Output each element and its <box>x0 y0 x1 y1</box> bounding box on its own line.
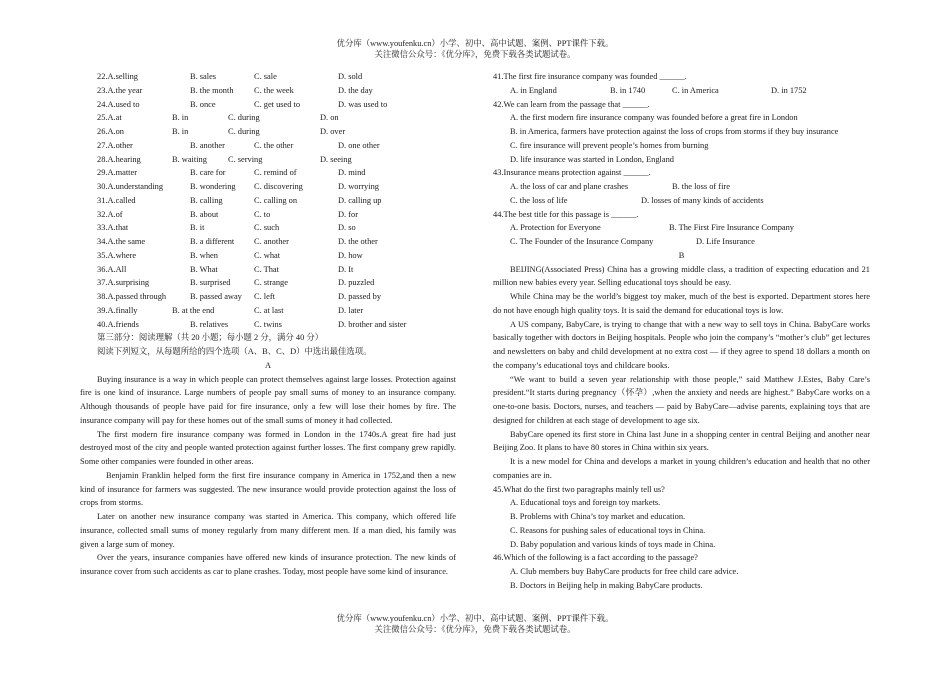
cloze-row <box>80 221 456 235</box>
cloze-row <box>80 70 456 84</box>
cloze-option-b: B. calling <box>190 195 223 205</box>
cloze-option-d: D. puzzled <box>338 278 375 288</box>
passage-a-paragraph: Over the years, insurance companies have offered new kinds of insurance protection. The new kinds of insurance cover from such accidents as car to plane crashes. Today, most people have some kind of insurance. <box>80 553 456 576</box>
cloze-option-c: C. during <box>228 127 260 136</box>
cloze-option-a: 29.A.matter <box>97 168 138 178</box>
footer-line-1: 优分库（www.youfenku.cn）小学、初中、高中试题、案例、PPT课件下载。 <box>336 614 614 623</box>
cloze-option-d: D. sold <box>338 72 363 81</box>
cloze-option-a: 22.A.selling <box>97 72 138 81</box>
option-d: D. life insurance was started in London, England <box>510 154 674 164</box>
option-d: D. Life Insurance <box>696 237 755 246</box>
cloze-option-d: D. how <box>338 250 363 260</box>
cloze-row <box>80 318 456 332</box>
cloze-option-c: C. what <box>254 250 281 260</box>
cloze-option-a: 33.A.that <box>97 223 129 233</box>
cloze-option-a: 25.A.at <box>97 113 122 123</box>
cloze-option-c: C. during <box>228 113 260 123</box>
cloze-row <box>80 263 456 277</box>
cloze-row <box>80 249 456 263</box>
question-43-stem: 43.Insurance means protection against ______. <box>493 168 651 178</box>
option-b: B. in 1740 <box>610 85 646 95</box>
part3-title: 第三部分：阅读理解（共 20 小题；每小题 2 分，满分 40 分） <box>97 333 324 343</box>
cloze-option-a: 31.A.called <box>97 195 136 205</box>
cloze-option-d: D. so <box>338 223 356 233</box>
cloze-option-a: 38.A.passed through <box>97 292 167 301</box>
cloze-row <box>80 166 456 180</box>
cloze-option-c: C. discovering <box>254 182 303 191</box>
passage-a-label: A <box>264 360 272 370</box>
cloze-row <box>80 125 456 139</box>
cloze-option-d: D. brother and sister <box>338 319 407 329</box>
passage-b-paragraph: A US company, BabyCare, is trying to change that with a new way to sell toys in China. BabyCare works basically together with doctors in Beijing hospitals. People who join the company’s “mother’s club” get lectures and newsletters on baby and child development at no extra cost — if they agree to spend 18 dollars a month on the company’s educational toys and childcare books. <box>493 319 870 370</box>
cloze-option-c: C. sale <box>254 72 277 81</box>
cloze-option-a: 27.A.other <box>97 140 133 150</box>
cloze-option-d: D. seeing <box>320 154 352 164</box>
cloze-option-b: B. it <box>190 223 205 233</box>
option-d: D. losses of many kinds of accidents <box>641 195 764 205</box>
cloze-option-c: C. to <box>254 209 271 219</box>
question-41-stem: 41.The first fire insurance company was founded ______. <box>493 72 687 81</box>
cloze-option-d: D. the other <box>338 237 378 246</box>
cloze-option-d: D. mind <box>338 168 366 178</box>
cloze-option-a: 39.A.finally <box>97 305 138 315</box>
cloze-option-a: 24.A.used to <box>97 99 140 109</box>
option-a: A. Educational toys and foreign toy markets. <box>510 498 661 508</box>
cloze-option-d: D. the day <box>338 85 373 95</box>
question-43-options-row1 <box>493 180 870 194</box>
option-c: C. the loss of life <box>510 195 568 205</box>
passage-a-paragraph: Buying insurance is a way in which people can protect themselves against large losses. Protection against fire is one kind of insurance. Large numbers of people pay small sums of money to an insurance company. Although thousands of people have paid for fire insurance, only a few will lose their homes by fire. The insurance company will pay for these homes out of the small sums of money it had collected. <box>80 374 456 425</box>
option-c: C. fire insurance will prevent people’s homes from burning <box>510 140 709 150</box>
part3-instruction: 阅读下列短文，从每题所给的四个选项（A、B、C、D）中选出最佳选项。 <box>97 347 372 356</box>
cloze-option-c: C. That <box>254 264 279 274</box>
cloze-row <box>80 235 456 249</box>
cloze-row <box>80 304 456 318</box>
option-b-text: B. in America, farmers have protection against the loss of crops from storms if they buy insurance <box>510 127 839 136</box>
header-line-2: 关注微信公众号：《优分库》，免费下载各类试题试卷。 <box>374 50 576 59</box>
cloze-option-b: B. What <box>190 264 218 274</box>
option-a: A. the first modern fire insurance company was founded before a great fire in London <box>510 113 798 123</box>
question-41-options <box>493 84 870 98</box>
question-44-options-row2 <box>493 235 870 249</box>
cloze-option-d: D. It <box>338 264 354 274</box>
cloze-row <box>80 139 456 153</box>
option-a: A. in England <box>510 85 557 95</box>
page-footer <box>0 613 950 635</box>
cloze-row <box>80 153 456 167</box>
cloze-option-b: B. about <box>190 209 219 219</box>
cloze-row <box>80 194 456 208</box>
cloze-option-c: C. serving <box>228 154 263 164</box>
cloze-option-d: D. was used to <box>338 99 388 109</box>
cloze-row <box>80 208 456 222</box>
cloze-option-b: B. once <box>190 99 216 109</box>
cloze-option-b: B. at the end <box>172 305 215 315</box>
cloze-option-d: D. passed by <box>338 292 382 301</box>
cloze-option-c: C. strange <box>254 278 288 288</box>
option-c: C. in America <box>672 85 719 95</box>
cloze-option-a: 37.A.surprising <box>97 278 150 288</box>
option-b: B. the loss of fire <box>672 182 730 191</box>
cloze-option-d: D. calling up <box>338 195 382 205</box>
cloze-row <box>80 290 456 304</box>
cloze-option-a: 40.A.friends <box>97 319 139 329</box>
passage-b-paragraph: BabyCare opened its first store in China last June in a shopping center in central Beijing and another near Beijing Zoo. It plans to have 80 stores in China within six years. <box>493 429 870 453</box>
passage-b-label: B <box>678 250 685 260</box>
cloze-option-b: B. relatives <box>190 319 229 329</box>
option-c: C. Reasons for pushing sales of educational toys in China. <box>510 525 706 535</box>
cloze-option-a: 23.A.the year <box>97 85 143 95</box>
cloze-option-b: B. waiting <box>172 154 207 164</box>
cloze-option-b: B. in <box>172 127 189 136</box>
cloze-row <box>80 84 456 98</box>
question-42-stem: 42.We can learn from the passage that ______. <box>493 99 650 109</box>
cloze-option-b: B. wondering <box>190 182 236 191</box>
cloze-option-a: 30.A.understanding <box>97 182 164 191</box>
cloze-option-c: C. such <box>254 223 280 233</box>
cloze-option-a: 35.A.where <box>97 250 137 260</box>
page-header <box>0 38 950 60</box>
cloze-option-d: D. later <box>338 305 364 315</box>
passage-b-paragraph: It is a new model for China and develops a market in young children’s education and health that no other companies are in. <box>493 457 870 480</box>
cloze-option-a: 36.A.All <box>97 264 127 274</box>
cloze-option-b: B. the month <box>190 85 234 95</box>
question-46-stem: 46.Which of the following is a fact according to the passage? <box>493 553 698 563</box>
cloze-option-b: B. another <box>190 140 225 150</box>
cloze-option-d: D. for <box>338 209 359 219</box>
cloze-option-c: C. at last <box>254 305 284 315</box>
option-a: A. Club members buy BabyCare products for free child care advice. <box>510 567 739 576</box>
option-a: A. Protection for Everyone <box>510 223 601 233</box>
option-a: A. the loss of car and plane crashes <box>510 182 629 191</box>
cloze-option-b: B. care for <box>190 168 226 178</box>
passage-b-paragraph: “We want to build a seven year relationship with those people,” said Matthew J.Estes, Baby Care’s president.“It starts during pregnancy（怀孕）,when the anxiety and needs are highest.” BabyCare works on a one-to-one basis. Doctors, nurses, and teachers — paid by BabyCare—advise parents, explaining toys that are designed for children at each stage of development to age six. <box>493 374 870 425</box>
cloze-option-a: 26.A.on <box>97 127 124 136</box>
option-b: B. The First Fire Insurance Company <box>669 223 794 233</box>
cloze-option-b: B. passed away <box>190 292 242 301</box>
cloze-option-c: C. the other <box>254 140 294 150</box>
option-c: C. The Founder of the Insurance Company <box>510 237 654 246</box>
cloze-option-c: C. get used to <box>254 99 301 109</box>
passage-b-paragraph: BEIJING(Associated Press) China has a growing middle class, a tradition of expecting education and 21 million new babies every year. Selling educational toys should be easy. <box>493 264 870 288</box>
passage-a-paragraph: Benjamin Franklin helped form the first fire insurance company in America in 1752,and then a new kind of insurance for farmers was suggested. The new insurance would provide protection against the loss of crops from storms. <box>80 470 456 508</box>
cloze-option-d: D. on <box>320 113 339 123</box>
cloze-option-a: 34.A.the same <box>97 237 146 246</box>
cloze-row <box>80 98 456 112</box>
option-b <box>493 125 870 139</box>
question-43-options-row2 <box>493 194 870 208</box>
cloze-option-c: C. twins <box>254 319 282 329</box>
option-d: D. in 1752 <box>771 85 807 95</box>
cloze-option-a: 28.A.hearing <box>97 154 141 164</box>
left-column <box>80 70 456 579</box>
cloze-option-c: C. another <box>254 237 289 246</box>
cloze-option-d: D. worrying <box>338 182 379 191</box>
footer-line-2: 关注微信公众号：《优分库》，免费下载各类试题试卷。 <box>374 625 576 634</box>
header-line-1: 优分库（www.youfenku.cn）小学、初中、高中试题、案例、PPT课件下载。 <box>336 39 614 48</box>
passage-a-paragraph: The first modern fire insurance company was formed in London in the 1740s.A great fire had just destroyed most of the city and people wanted protection against further losses. The first company grew rapidly. Some other companies were founded in other areas. <box>80 429 456 466</box>
cloze-option-c: C. calling on <box>254 195 298 205</box>
option-b: B. Problems with China’s toy market and education. <box>510 512 686 521</box>
cloze-option-c: C. remind of <box>254 168 297 178</box>
question-44-options-row1 <box>493 221 870 235</box>
cloze-option-b: B. a different <box>190 237 235 246</box>
question-44-stem: 44.The best title for this passage is ______. <box>493 209 639 219</box>
cloze-option-b: B. surprised <box>190 278 231 288</box>
right-column <box>493 70 870 593</box>
cloze-option-b: B. sales <box>190 72 217 81</box>
cloze-option-c: C. the week <box>254 85 294 95</box>
passage-b-paragraph: While China may be the world’s biggest toy maker, much of the best is exported. Department stores here do not have enough high quality toys. It is said the demand for educational toys is low. <box>493 292 870 315</box>
cloze-row <box>80 180 456 194</box>
cloze-option-c: C. left <box>254 292 275 301</box>
question-45-stem: 45.What do the first two paragraphs mainly tell us? <box>493 484 665 494</box>
cloze-option-d: D. one other <box>338 140 380 150</box>
cloze-option-b: B. in <box>172 113 189 123</box>
cloze-row <box>80 111 456 125</box>
cloze-option-a: 32.A.of <box>97 209 123 219</box>
cloze-row <box>80 276 456 290</box>
cloze-option-d: D. over <box>320 127 346 136</box>
passage-a-paragraph: Later on another new insurance company was started in America. This company, which offered life insurance, collected small sums of money regularly from many different men. If a man died, his family was given a large sum of money. <box>80 512 456 549</box>
cloze-option-b: B. when <box>190 250 218 260</box>
cloze-options-list <box>80 70 456 331</box>
option-d: D. Baby population and various kinds of toys made in China. <box>510 539 716 549</box>
option-b: B. Doctors in Beijing help in making BabyCare products. <box>510 580 703 590</box>
